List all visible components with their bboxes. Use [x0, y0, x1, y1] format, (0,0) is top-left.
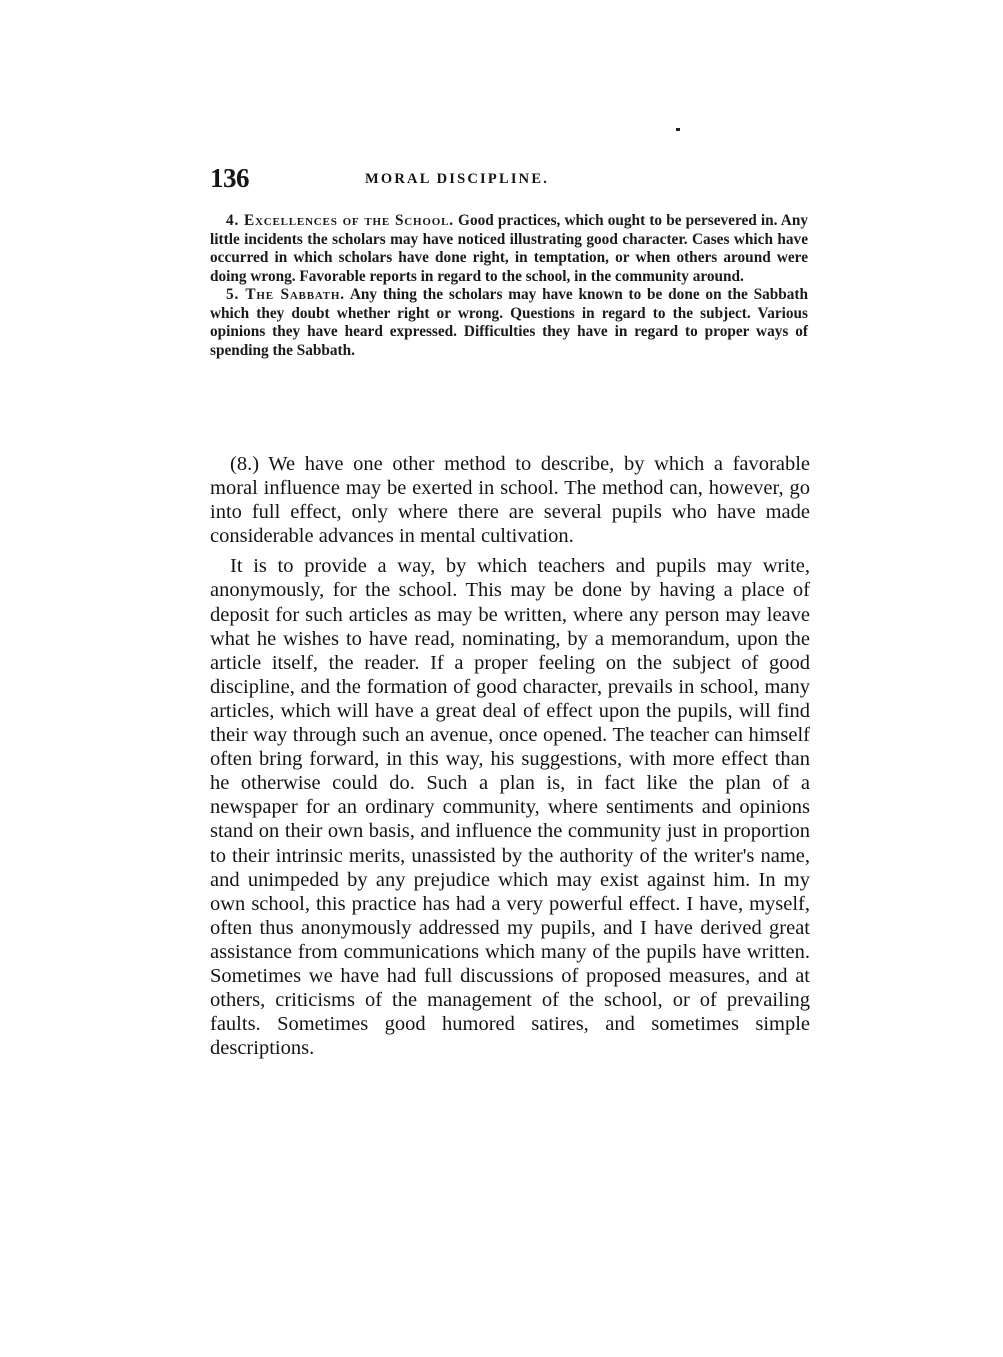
note-4-text: Good practices, which ought to be persevered in. Any little incidents the scholars may have noticed illustrating good character. Cases which have occurred in which scholars have done right, in temptation, or when others around were doing wrong. Favorable reports in regard to the school, in the community around.	[210, 212, 809, 285]
note-item-4	[210, 212, 808, 286]
paragraph-anonymous-writing: It is to provide a way, by which teachers and pupils may write, anonymously, for the school. This may be done by having a place of deposit for such articles as may be written, where any person may leave what he wishes to have read, nominating, by a memorandum, upon the article itself, the reader. If a proper feeling on the subject of good discipline, and the formation of good character, prevails in school, many articles, which will have a great deal of effect upon the pupils, will find their way through such an avenue, once opened. The teacher can himself often bring forward, in this way, his suggestions, with more effect than he otherwise could do. Such a plan is, in fact like the plan of a newspaper for an ordinary community, where sentiments and opinions stand on their own basis, and influence the community just in proportion to their intrinsic merits, unassisted by the authority of the writer's name, and unimpeded by any prejudice which may exist against him. In my own school, this practice has had a very powerful effect. I have, myself, often thus anonymously addressed my pupils, and I have derived great assistance from communications which many of the pupils have written. Sometimes we have had full discussions of proposed measures, and at others, criticisms of the management of the school, or of prevailing faults. Sometimes good humored satires, and sometimes simple descriptions.	[210, 555, 810, 1060]
print-mark	[676, 128, 680, 131]
note-5-text: Any thing the scholars may have known to be done on the Sabbath which they doubt whether right or wrong. Questions in regard to the subject. Various opinions they have heard expressed. Difficulties they have in regard to proper ways of spending the Sabbath.	[210, 286, 808, 359]
page-number: 136	[210, 163, 249, 193]
note-5-heading: 5. The Sabbath.	[226, 286, 345, 303]
running-head	[210, 163, 810, 197]
main-text	[210, 452, 810, 1060]
paragraph-8: (8.) We have one other method to describe, by which a favorable moral influence may be exerted in school. The method can, however, go into full effect, only where there are several pupils who have made considerable advances in mental cultivation.	[210, 453, 810, 548]
running-title: MORAL DISCIPLINE.	[365, 171, 550, 187]
note-item-5	[210, 286, 808, 360]
note-4-heading: 4. Excellences of the School.	[226, 212, 454, 229]
notes-block	[210, 212, 808, 360]
